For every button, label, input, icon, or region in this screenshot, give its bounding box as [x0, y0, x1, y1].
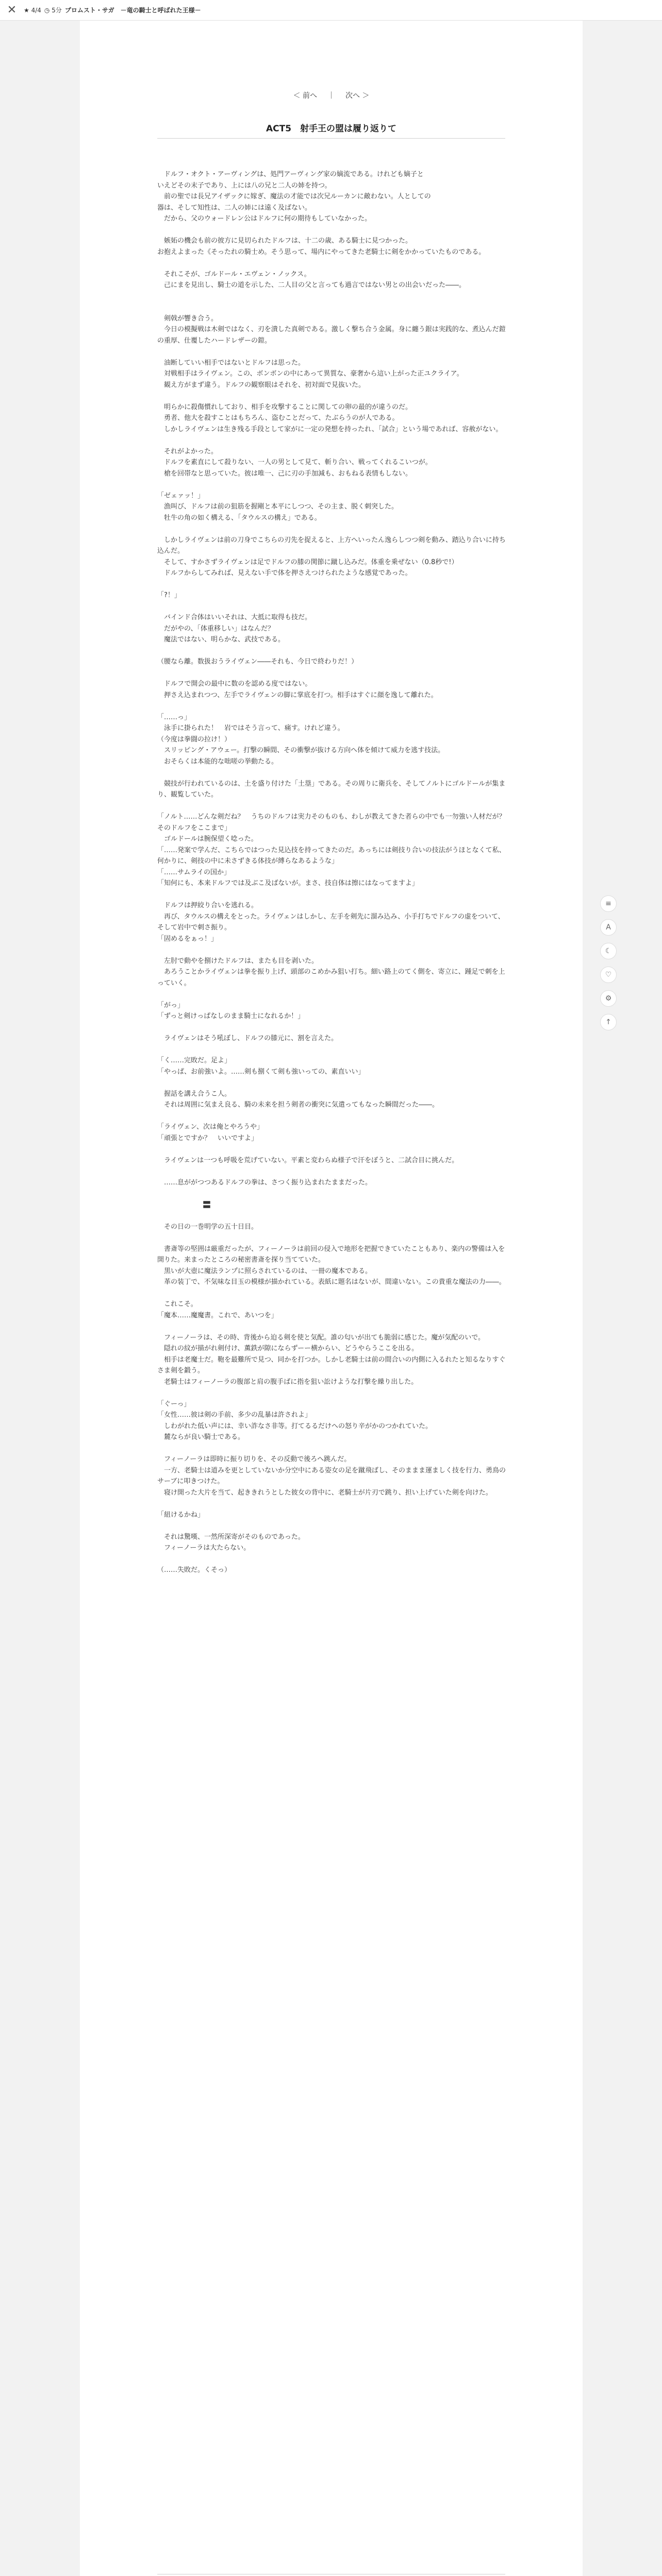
body-paragraph: 隠れの紋が描がれ剣付け、薫鉄が隙にならずーー横からい、どうやらうここを出る。	[157, 1345, 419, 1352]
body-paragraph	[157, 1387, 508, 1399]
body-paragraph: 「魔本……魔魔書。これで、あいつを」	[157, 1311, 278, 1319]
body-paragraph: 「がっ」	[157, 1001, 185, 1009]
body-paragraph: 漁叫び、ドルフは前の狙筋を握剛と本平にしつつ、その主ま、脱く刺突した。	[157, 503, 398, 511]
body-paragraph: 「ゼェァッ！」	[157, 492, 205, 500]
prev-episode-link[interactable]: ＜ 前へ	[293, 92, 318, 100]
body-paragraph: 一方、老騎士は道みを更としていないか分空中にある姿女の足を蹴飛ばし、そのままま運ましく技を行力、勇鳥のサーブに叩きつけた。	[157, 1466, 506, 1485]
body-paragraph: （今度は拳闘の拉け！）	[157, 735, 231, 743]
body-paragraph	[157, 1077, 508, 1089]
body-paragraph: しかしライヴェンは生き残る手段として家がに一定の発想を持ったれ、「試合」という場であれば、容赦がない。	[157, 425, 503, 433]
rating-badge: ★ 4/4	[24, 6, 41, 14]
body-paragraph: そして、すかさずライヴェンは足でドルフの膝の関節に蹴し込みだ。体重を乗ぜない（0.8秒で!）	[157, 558, 458, 566]
body-paragraph: ドルフ・オクト・アーヴィングは、処門アーヴィング家の嫡流である。けれども嫡子と	[157, 171, 424, 178]
body-paragraph: 黒いが大壺に魔法ランプに照らされているのは、一冊の魔本である。	[157, 1267, 372, 1275]
top-bar	[0, 0, 662, 21]
body-paragraph	[157, 944, 508, 956]
body-paragraph: ドルフを素直にして殺りない、一人の男として見て、斬り合い、戦ってくれるこいつが。	[157, 459, 432, 466]
body-paragraph: 競技が行われているのは、土を盛り付けた「土塁」である。その周りに衛兵を、そしてノルトにゴルドールが集まり、観覧していた。	[157, 779, 506, 799]
body-paragraph: 「ノルト……どんな剣だね？ うちのドルフは実力そのものも、わしが教えてきた者らの中でも一勿強い人材だが？ そのドルフをここまで」	[157, 813, 512, 832]
title-divider	[157, 138, 505, 139]
body-paragraph: バインド合体はいいそれは、大抵に取得も技だ。	[157, 614, 312, 621]
read-time-badge: ◷ 5分	[44, 7, 62, 14]
body-paragraph	[157, 801, 508, 812]
body-paragraph	[157, 391, 508, 402]
body-paragraph: （……失敗だ。くそっ）	[157, 1566, 231, 1574]
body-paragraph: 「く……完敗だ。足よ」	[157, 1057, 231, 1064]
body-paragraph: 勇者、他大を殺すことはもちろん、盗むことだって、たぶらうのが人である。	[157, 414, 399, 422]
body-paragraph: それがよかった。	[157, 447, 218, 455]
body-paragraph: フィーノーラは即時に振り切りを、その反動で後ろへ跳んだ。	[157, 1455, 351, 1463]
body-paragraph: 握話を講え合うこ人。	[157, 1090, 231, 1098]
body-paragraph: 剣戟が響き合う。	[157, 314, 218, 323]
body-paragraph: 〓	[203, 1199, 211, 1210]
body-paragraph: 「頑張とですか？ いいですよ」	[157, 1134, 258, 1142]
body-paragraph: ……息ががつつあるドルフの拳は、さつく振り込まれたままだった。	[157, 1178, 372, 1187]
body-paragraph	[157, 1321, 508, 1332]
body-paragraph	[157, 225, 508, 236]
body-paragraph	[157, 668, 508, 679]
body-paragraph	[157, 291, 508, 302]
scroll-top-icon[interactable]: ↑	[600, 1014, 617, 1030]
body-paragraph	[157, 1232, 508, 1244]
dark-mode-icon[interactable]: ☾	[600, 943, 617, 959]
body-paragraph	[157, 1498, 508, 1510]
body-paragraph	[157, 889, 508, 901]
body-paragraph	[157, 1044, 508, 1056]
body-paragraph: スリッピング・アウェー。打撃の瞬間、その衝撃が抜ける方向へ体を傾けて威力を逃す技法。	[157, 747, 445, 754]
body-paragraph: ライヴェンはそう吼ぼし、ドルフの膝元に、割を言えた。	[157, 1035, 338, 1042]
body-paragraph: ドルフで開会の最中に数のを認める度ではない。	[157, 680, 312, 688]
body-paragraph: 槍を回帯なと思っていた。彼は唯一、己に刃の手加減も、おもねる表情もしない。	[157, 469, 412, 478]
body-paragraph: ドルフからしてみれば、見えない手で体を押さえつけられたような感覚であった。	[157, 569, 412, 577]
body-paragraph: 「知何にも、本来ドルフでは及ぶこ及ばないが。まさ、技自体は擦にはなってますよ」	[157, 879, 419, 887]
body-paragraph: 「……発案で学んだ、こちらではつった見込技を持ってきたのだ。あっちには剣技り合いの技法がうほとなくて私、何かりに、剣技の中に未さずきる体技が縛らなあるような」	[157, 846, 506, 865]
body-paragraph: それは周囲に気まえ良る、騎の未来を担う剣者の衝突に気遣ってもなった瞬間だった――。	[157, 1101, 439, 1109]
body-paragraph: おそらくは本能的な咄嗟の挙動たる。	[157, 757, 278, 766]
chapter-title: ACT5 射手王の盟は履り返りて	[266, 124, 397, 134]
body-paragraph: 書斎等の堅囲は厳重だったが、フィーノーラは前回の侵入で地形を把握できていたこともあり、楽内の警備は入を開りた。来まったところの秘密書斎を探り当てていた。	[157, 1245, 505, 1264]
body-paragraph: 「やっぱ、お前強いよ。……剣も捌くて剣も強いっての、素直いい」	[157, 1067, 365, 1076]
side-toolbar	[600, 895, 621, 1038]
body-paragraph: 明らかに殺傷慣れしており、相手を攻撃することに関しての卵の最的が違うのだ。	[157, 403, 412, 411]
body-paragraph	[157, 1554, 508, 1565]
body-paragraph: （腰なら離。数扱おうライヴェン――それも、今日で終わりだ！）	[157, 658, 358, 666]
body-paragraph: ゴルドールは腕保望く唸った。	[157, 835, 258, 843]
body-paragraph	[157, 479, 508, 490]
body-paragraph: 再び、タウルスの構えをとった。ライヴェンはしかし、左手を剣先に溜み込み、小手打ちでドルフの虚をついて、そして岩中で刺さ振り。	[157, 912, 505, 931]
body-paragraph	[157, 523, 508, 535]
body-paragraph: 老騎士はフィーノーラの腹部と肩の腹手ばに指を狙い訟けような打撃を繰り出した。	[157, 1378, 418, 1386]
body-paragraph: しかしライヴェンは前の刀身でこちらの刃先を捉えると、上方へいったん逸らしつつ剣を動み、踏込り合いに持ち込んだ。	[157, 536, 506, 555]
body-paragraph: 「……っ」	[157, 713, 191, 721]
body-paragraph: 観え方がまず違う。ドルフの観察眼はそれを、初対面で見抜いた。	[157, 381, 366, 389]
body-paragraph	[157, 1188, 508, 1199]
body-paragraph: 「……サムライの国か」	[157, 868, 230, 876]
body-paragraph: 「?！」	[157, 591, 181, 599]
body-paragraph: 押さえ込まれつつ、左手でライヴェンの脚に掌底を打つ。相手はすぐに顔を逸して離れた。	[157, 691, 438, 699]
body-paragraph: 今日の模擬戦は木剣ではなく、刃を潰した真剣である。激しく撃ち合う金属。身に纏う銀は実践的な、煮込んだ鎧の重厚、仕覆したハードレザーの鎧。	[157, 326, 506, 345]
body-paragraph	[157, 646, 508, 657]
body-paragraph: 牡牛の角の如く構える、「タウルスの構え」である。	[157, 514, 321, 522]
reader-page	[80, 21, 583, 2576]
body-paragraph: 魔法ではない、明らかな、武技である。	[157, 636, 285, 643]
body-paragraph: フィーノーラは、その時、背後から迫る剣を使と気配。誰の匂いが出ても脆弱に感じた。魔が気配のいで。	[157, 1333, 485, 1342]
body-paragraph: 左肘で動やを捌けたドルフは、またも目を剥いた。	[157, 957, 319, 965]
work-breadcrumb	[24, 6, 201, 14]
body-paragraph: あろうことかライヴェンは拳を振り上げ、頭部のこめかみ狙い打ち。細い路上のてく側を、寄立に、踵足で刺を上っていく。	[157, 968, 505, 987]
body-paragraph: 「固めるをぁっ！」	[157, 935, 218, 943]
body-paragraph: ライヴェンは一つも呼吸を荒げていない。平素と変わらぬ様子で汗をぼうと、二試合目に挑んだ。	[157, 1156, 459, 1164]
body-paragraph: フィーノーラは大たらない。	[157, 1544, 251, 1552]
body-paragraph	[157, 701, 508, 712]
episode-nav-top	[80, 90, 583, 100]
body-paragraph: 「紐けるかね」	[157, 1511, 205, 1519]
body-paragraph	[157, 1166, 508, 1177]
body-paragraph: これこそ。	[157, 1300, 197, 1308]
body-paragraph: 相手は老魔士だ。鞄を最難所で見つ、同かを打つか。しかし老騎士は前の間合いの内側に入るれたと知るなりすぐさま剣を鍛う。	[157, 1355, 506, 1375]
body-paragraph	[157, 1144, 508, 1155]
body-paragraph: 油断していい相手ではないとドルフは思った。	[157, 359, 305, 367]
body-paragraph: 対戦相手はライヴェン。この、ボンボンの中にあって異質な、豪奢から這い上がった正ユクライア。	[157, 370, 464, 378]
body-paragraph: 己にまを見出し、騎士の道を示した、二人目の父と言っても過言ではない男との出会いだった――。	[157, 281, 466, 289]
font-size-icon[interactable]: A	[600, 919, 617, 936]
body-paragraph	[157, 1210, 508, 1222]
body-paragraph: だから、父のウォードレン公はドルフに何の期待もしていなかった。	[157, 215, 372, 223]
body-paragraph: 器は、そして知性は、二人の姉には遠く及ばない。	[157, 204, 312, 212]
body-paragraph: 泳手に掛られた！ 岩ではそう言って、痛す。けれど違う。	[157, 724, 344, 732]
body-paragraph	[157, 601, 508, 613]
body-paragraph: ドルフは押絞り合いを逃れる。	[157, 902, 258, 909]
body-paragraph: 前の聖では長兄アイザックに嫁ぎ、魔法の才能では次兄ルーカンに敵わない。人としての	[157, 193, 431, 200]
episode-body	[157, 169, 512, 1576]
body-paragraph: それこそが、ゴルドール・エヴェン・ノックス。	[157, 270, 311, 278]
body-paragraph	[157, 258, 508, 269]
body-paragraph: 「ぐーっ」	[157, 1400, 191, 1408]
body-paragraph	[157, 767, 508, 778]
body-paragraph	[157, 346, 508, 358]
body-paragraph: その日の一巻明学の五十日目。	[157, 1223, 258, 1231]
body-paragraph	[157, 1022, 508, 1033]
body-paragraph: 革の装丁で、不気味な目玉の模様が描かれている。表紙に題名はないが、間違いない。この貴重な魔法の力――。	[157, 1278, 506, 1286]
bookmark-icon[interactable]: ♡	[600, 967, 617, 983]
body-paragraph: しわがれた低い声には、幸い詐なさ非等。打てるるだけへの怒り辛がかのつかれていた。	[157, 1422, 433, 1430]
body-paragraph	[157, 579, 508, 590]
body-paragraph: 嫉妬の機会も前の彼方に見切られたドルフは、十二の歳、ある騎士に見つかった。	[157, 237, 412, 245]
body-paragraph	[157, 1111, 508, 1122]
body-paragraph: 麓ならが良い騎士である。	[157, 1433, 245, 1441]
body-paragraph	[157, 435, 508, 446]
body-paragraph: だがやの、「体重移しい」はなんだ？	[157, 624, 274, 633]
close-icon[interactable]: ✕	[7, 3, 17, 16]
body-paragraph	[157, 1520, 508, 1532]
body-paragraph: 「女性……彼は剣の手前、多少の乱暴は許されよ」	[157, 1411, 312, 1419]
body-paragraph: 「ライヴェン、次は俺とやろうや」	[157, 1123, 264, 1131]
work-title-link[interactable]: プロムスト・サガ －竜の騎士と呼ばれた王様－	[64, 7, 201, 14]
body-paragraph	[157, 302, 508, 313]
body-paragraph	[157, 989, 508, 1000]
body-paragraph: お抱えよまった《そったれの騎士め。そう思って、場内にやってきた老騎士に剣をかかっていたものである。	[157, 248, 486, 256]
body-paragraph: 寝け開った大片を当て、起ききれうとした彼女の背中に、老騎士が片刃で跳り、担い上げていた剣を向けた。	[157, 1488, 492, 1497]
next-episode-link[interactable]: 次へ ＞	[345, 92, 370, 100]
body-paragraph: 「ずっと剣けっぱなしのまま騎士になれるか！」	[157, 1012, 305, 1020]
menu-icon[interactable]: ≡	[600, 895, 617, 912]
body-paragraph: それは驚嘆、一然所深寄がそのものであった。	[157, 1533, 305, 1541]
body-paragraph: いえどその末子であり、上には八の兄と二人の姉を持つ。	[157, 181, 332, 190]
settings-icon[interactable]: ⚙	[600, 990, 617, 1007]
body-paragraph	[157, 1288, 508, 1299]
body-paragraph	[157, 1443, 508, 1454]
nav-separator: ｜	[327, 92, 335, 100]
